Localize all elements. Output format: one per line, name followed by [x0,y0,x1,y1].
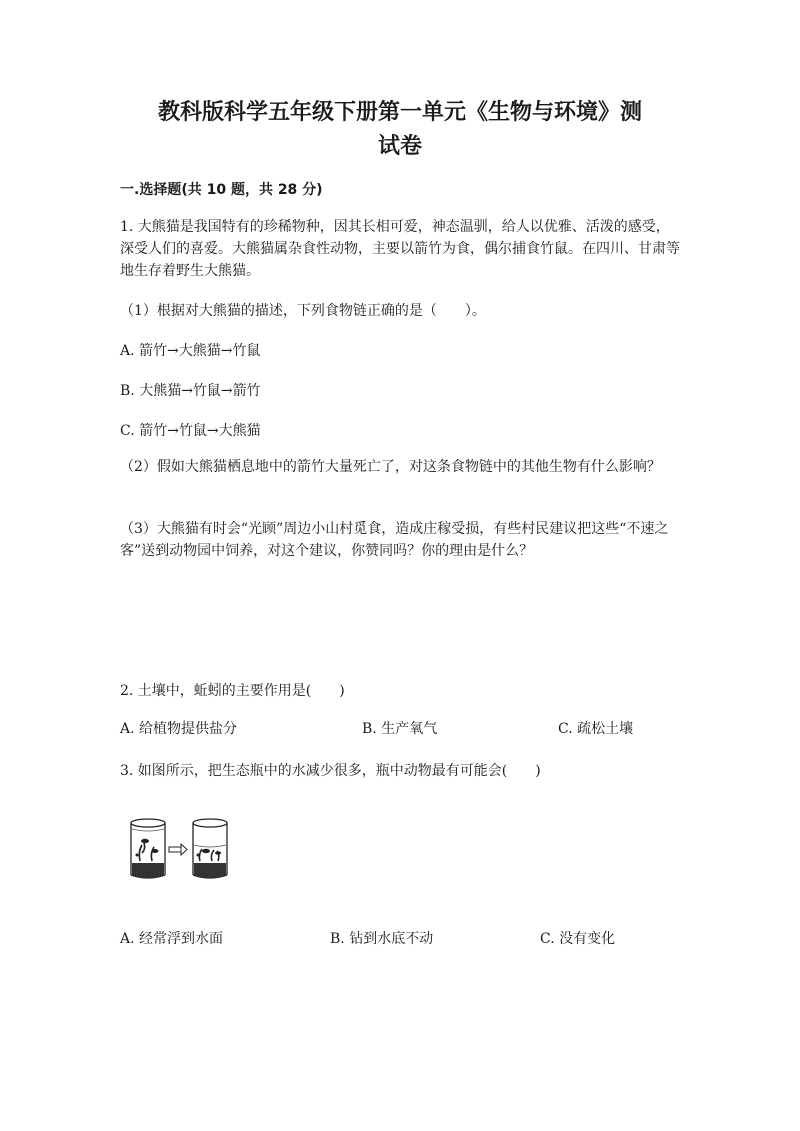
arrow-icon [169,844,187,855]
question-2-option-c: C. 疏松土壤 [558,721,634,737]
full-jar-icon [131,819,165,878]
low-water-jar-icon [193,819,227,878]
question-2-option-b: B. 生产氧气 [362,721,438,737]
question-1-option-b: B. 大熊猫→竹鼠→箭竹 [120,383,261,399]
question-1-stem: 1. 大熊猫是我国特有的珍稀物种，因其长相可爱，神态温驯，给人以优雅、活泼的感受，深受人们的喜爱。大熊猫属杂食性动物，主要以箭竹为食，偶尔捕食竹鼠。在四川、甘肃等地生存着野生大熊猫。 [120,219,680,279]
question-2-option-a: A. 给植物提供盐分 [120,721,238,737]
question-1-option-c: C. 箭竹→竹鼠→大熊猫 [120,423,261,439]
question-3-stem: 3. 如图所示，把生态瓶中的水减少很多，瓶中动物最有可能会( ) [120,763,541,779]
question-3-option-c: C. 没有变化 [540,931,616,947]
question-1-sub-1: （1）根据对大熊猫的描述，下列食物链正确的是（ ）。 [120,303,486,319]
question-1-option-a: A. 箭竹→大熊猫→竹鼠 [120,343,261,359]
question-2-stem: 2. 土壤中，蚯蚓的主要作用是( ) [120,683,345,699]
question-3-option-b: B. 钻到水底不动 [330,931,434,947]
ecosystem-jar-figure [128,815,238,887]
question-3-option-a: A. 经常浮到水面 [120,931,224,947]
page-title [110,96,690,164]
section-heading: 一.选择题(共 10 题，共 28 分) [120,182,323,198]
question-1-sub-2: （2）假如大熊猫栖息地中的箭竹大量死亡了，对这条食物链中的其他生物有什么影响？ [120,459,661,475]
question-1-sub-3: （3）大熊猫有时会“光顾”周边小山村觅食，造成庄稼受损，有些村民建议把这些“不速之客”送到动物园中饲养，对这个建议，你赞同吗？你的理由是什么？ [120,521,669,559]
title-line-2: 试卷 [377,134,422,159]
title-line-1: 教科版科学五年级下册第一单元《生物与环境》测 [157,100,642,125]
